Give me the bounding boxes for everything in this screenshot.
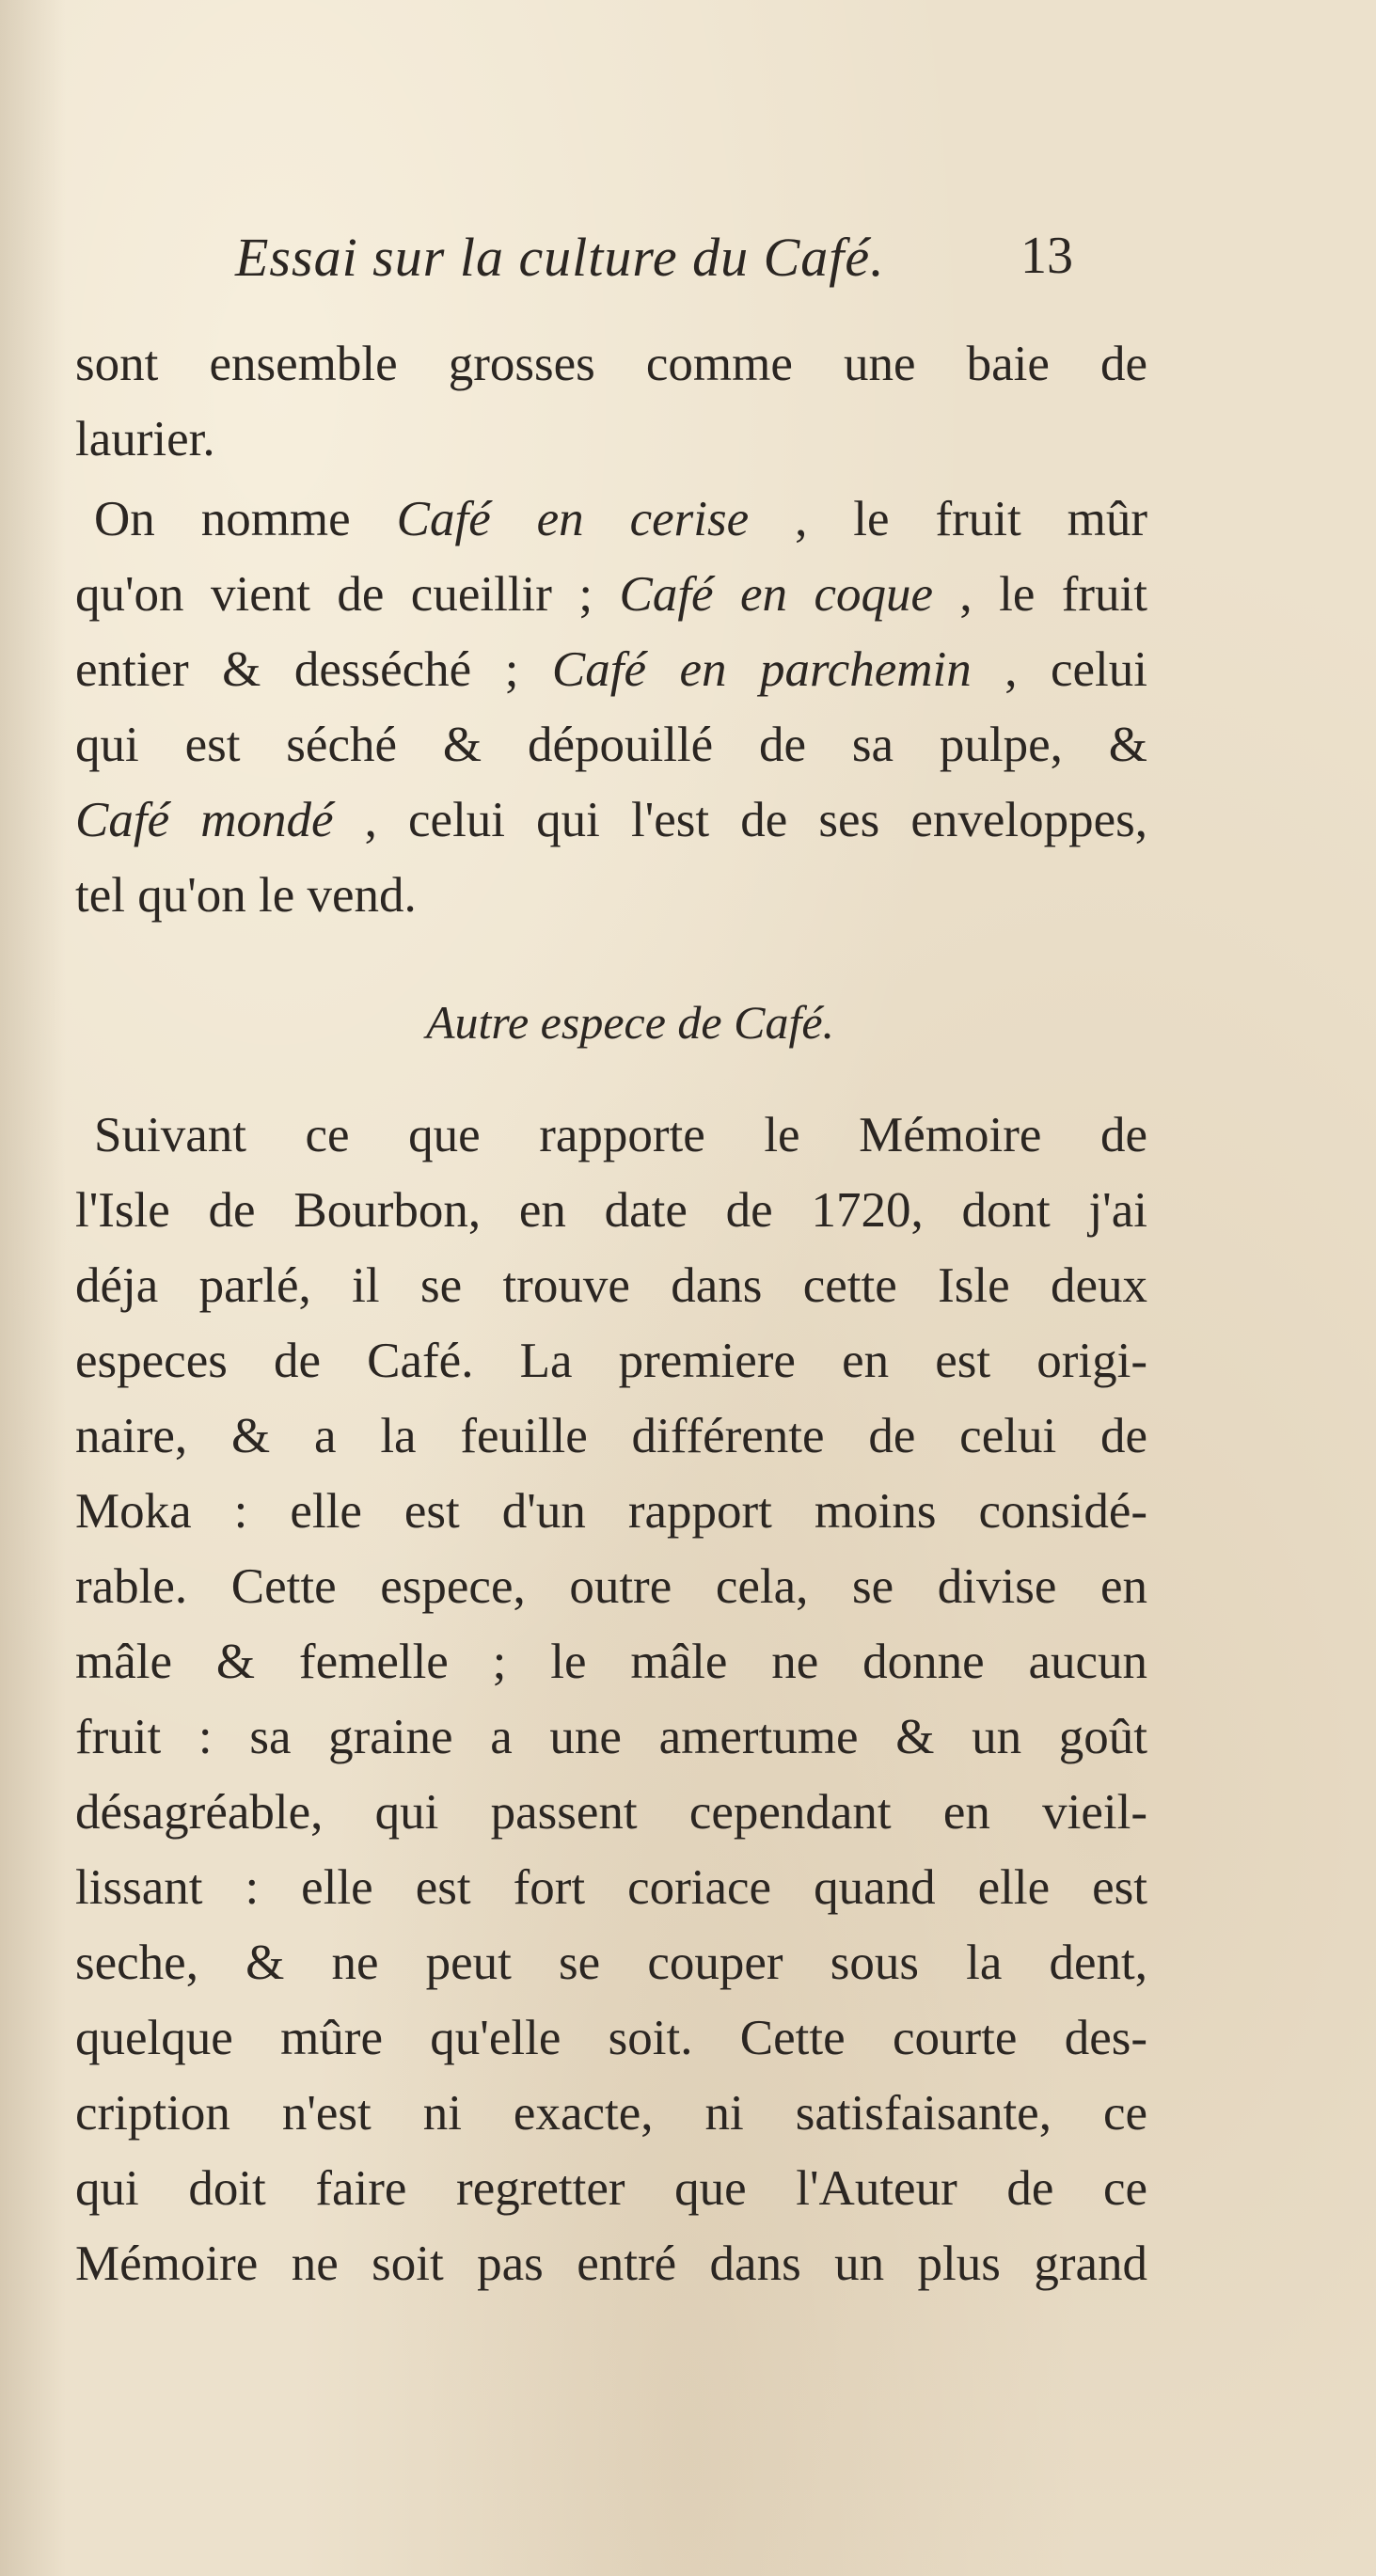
text-line xyxy=(75,400,1147,479)
text-line xyxy=(75,856,1147,935)
running-title: Essai sur la culture du Café. xyxy=(235,227,885,288)
text-line xyxy=(75,480,1147,559)
text-line xyxy=(75,781,1147,860)
text-line: cription n'est ni exacte, ni satisfaisante, ce xyxy=(75,2086,1147,2141)
text-segment: tel qu'on le vend. xyxy=(75,868,417,923)
text-segment: qu'on vient de cueillir ; xyxy=(75,567,620,622)
text-line: Suivant ce que rapporte le Mémoire de xyxy=(94,1108,1147,1162)
italic-term: Café en parchemin xyxy=(551,642,972,697)
text-line: qui doit faire regretter que l'Auteur de ce xyxy=(75,2161,1147,2216)
running-head xyxy=(75,226,1166,301)
text-segment: entier & desséché ; xyxy=(75,642,552,697)
text-line: l'Isle de Bourbon, en date de 1720, dont j'ai xyxy=(75,1183,1147,1238)
text-segment: sont ensemble grosses comme une baie de xyxy=(75,337,1147,391)
text-segment: , celui qui l'est de ses enveloppes, xyxy=(333,793,1147,847)
text-line xyxy=(75,705,1147,784)
text-line: désagréable, qui passent cependant en vieil- xyxy=(75,1785,1147,1840)
text-segment: qui est séché & dépouillé de sa pulpe, & xyxy=(75,718,1147,772)
text-line: rable. Cette espece, outre cela, se divise en xyxy=(75,1559,1147,1614)
text-segment: , le fruit xyxy=(933,567,1147,622)
section-heading: Autre espece de Café. xyxy=(425,996,835,1049)
text-segment: On nomme xyxy=(94,492,397,546)
text-line: déja parlé, il se trouve dans cette Isle deux xyxy=(75,1258,1147,1313)
page-number: 13 xyxy=(1020,227,1073,285)
text-line: mâle & femelle ; le mâle ne donne aucun xyxy=(75,1635,1147,1689)
text-line: naire, & a la feuille différente de celui de xyxy=(75,1409,1147,1463)
text-line xyxy=(75,630,1147,709)
text-line: lissant : elle est fort coriace quand elle est xyxy=(75,1860,1147,1915)
text-segment: laurier. xyxy=(75,412,215,466)
text-segment: , le fruit mûr xyxy=(749,492,1147,546)
italic-term: Café en cerise xyxy=(396,492,750,546)
text-line xyxy=(75,324,1147,403)
text-line xyxy=(75,555,1147,634)
text-line: Moka : elle est d'un rapport moins considé- xyxy=(75,1484,1147,1539)
text-line: especes de Café. La premiere en est origi- xyxy=(75,1334,1147,1388)
italic-term: Café mondé xyxy=(75,793,334,847)
text-line: seche, & ne peut se couper sous la dent, xyxy=(75,1936,1147,1990)
page-fold-shadow xyxy=(0,0,66,2576)
italic-term: Café en coque xyxy=(619,567,933,622)
text-line: fruit : sa graine a une amertume & un goût xyxy=(75,1710,1147,1764)
text-line: Mémoire ne soit pas entré dans un plus grand xyxy=(75,2236,1147,2291)
text-line: quelque mûre qu'elle soit. Cette courte des- xyxy=(75,2011,1147,2065)
text-segment: , celui xyxy=(971,642,1147,697)
